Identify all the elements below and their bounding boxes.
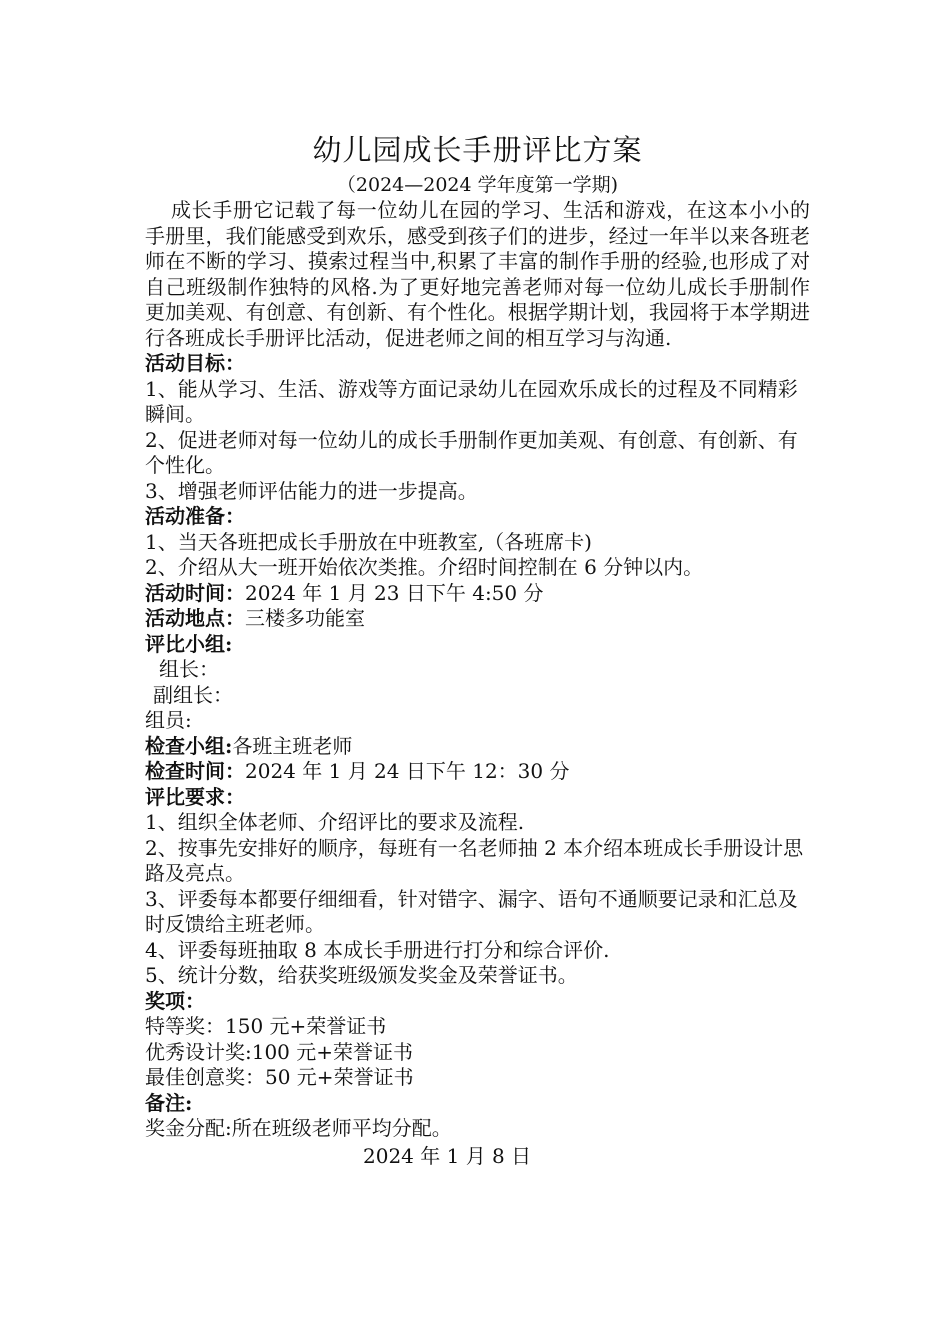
award-item: 特等奖：150 元+荣誉证书 [145,1014,387,1038]
panel-members: 组员: [145,708,192,732]
requirement-item: 5、统计分数，给获奖班级颁发奖金及荣誉证书。 [145,963,578,987]
panel-heading: 评比小组: [145,631,233,656]
requirements-heading: 评比要求： [145,784,245,809]
requirement-item: 3、评委每本都要仔细细看，针对错字、漏字、语句不通顺要记录和汇总及时反馈给主班老师。 [145,886,798,936]
document-title: 幼儿园成长手册评比方案 [312,133,643,167]
notes-heading: 备注: [145,1090,193,1115]
prep-heading: 活动准备： [145,504,245,528]
prep-item: 1、当天各班把成长手册放在中班教室,（各班席卡) [145,529,592,554]
document-date: 2024 年 1 月 8 日 [363,1143,532,1168]
activity-time-value: 2024 年 1 月 23 日下午 4:50 分 [245,580,544,605]
document-subtitle: （2024—2024 学年度第一学期) [336,174,619,196]
requirement-item: 1、组织全体老师、介绍评比的要求及流程. [145,810,525,834]
inspect-group-value: 各班主班老师 [232,733,353,758]
activity-place-label: 活动地点： [145,606,245,630]
intro-paragraph: 成长手册它记载了每一位幼儿在园的学习、生活和游戏，在这本小小的手册里，我们能感受到欢乐，感受到孩子们的进步，经过一年半以来各班老师在不断的学习、摸索过程当中,积累了丰富的制作手册的经验,也形成了对自己班级制作独特的风格.为了更好地完善老师对每一位幼儿成长手册制作更加美观、有创意、有创新、有个性化。根据学期计划，我园将于本学期进行各班成长手册评比活动，促进老师之间的相互学习与沟通. [145,198,810,350]
inspect-group-label: 检查小组: [145,733,233,758]
goals-heading: 活动目标： [145,351,245,375]
notes-text: 奖金分配:所在班级老师平均分配。 [145,1116,452,1140]
award-item: 最佳创意奖：50 元+荣誉证书 [145,1065,414,1089]
inspect-time [145,759,810,785]
inspect-group [145,734,810,760]
requirement-item: 4、评委每班抽取 8 本成长手册进行打分和综合评价. [145,937,610,962]
requirement-item: 2、按事先安排好的顺序，每班有一名老师抽 2 本介绍本班成长手册设计思路及亮点。 [145,835,804,885]
inspect-time-value: 2024 年 1 月 24 日下午 12：30 分 [245,759,570,783]
goal-item: 2、促进老师对每一位幼儿的成长手册制作更加美观、有创意、有创新、有个性化。 [145,427,798,477]
award-item: 优秀设计奖:100 元+荣誉证书 [145,1039,414,1064]
goal-item: 3、增强老师评估能力的进一步提高。 [145,478,478,503]
panel-leader: 组长： [159,657,219,681]
document-page [145,128,810,1170]
prep-item: 2、介绍从大一班开始依次类推。介绍时间控制在 6 分钟以内。 [145,555,704,579]
activity-place [145,606,810,632]
awards-heading: 奖项： [145,988,205,1013]
activity-time [145,581,810,607]
activity-place-value: 三楼多功能室 [245,606,365,630]
panel-deputy: 副组长： [153,682,233,707]
inspect-time-label: 检查时间： [145,759,245,783]
goal-item: 1、能从学习、生活、游戏等方面记录幼儿在园欢乐成长的过程及不同精彩瞬间。 [145,376,798,426]
activity-time-label: 活动时间： [145,580,245,605]
